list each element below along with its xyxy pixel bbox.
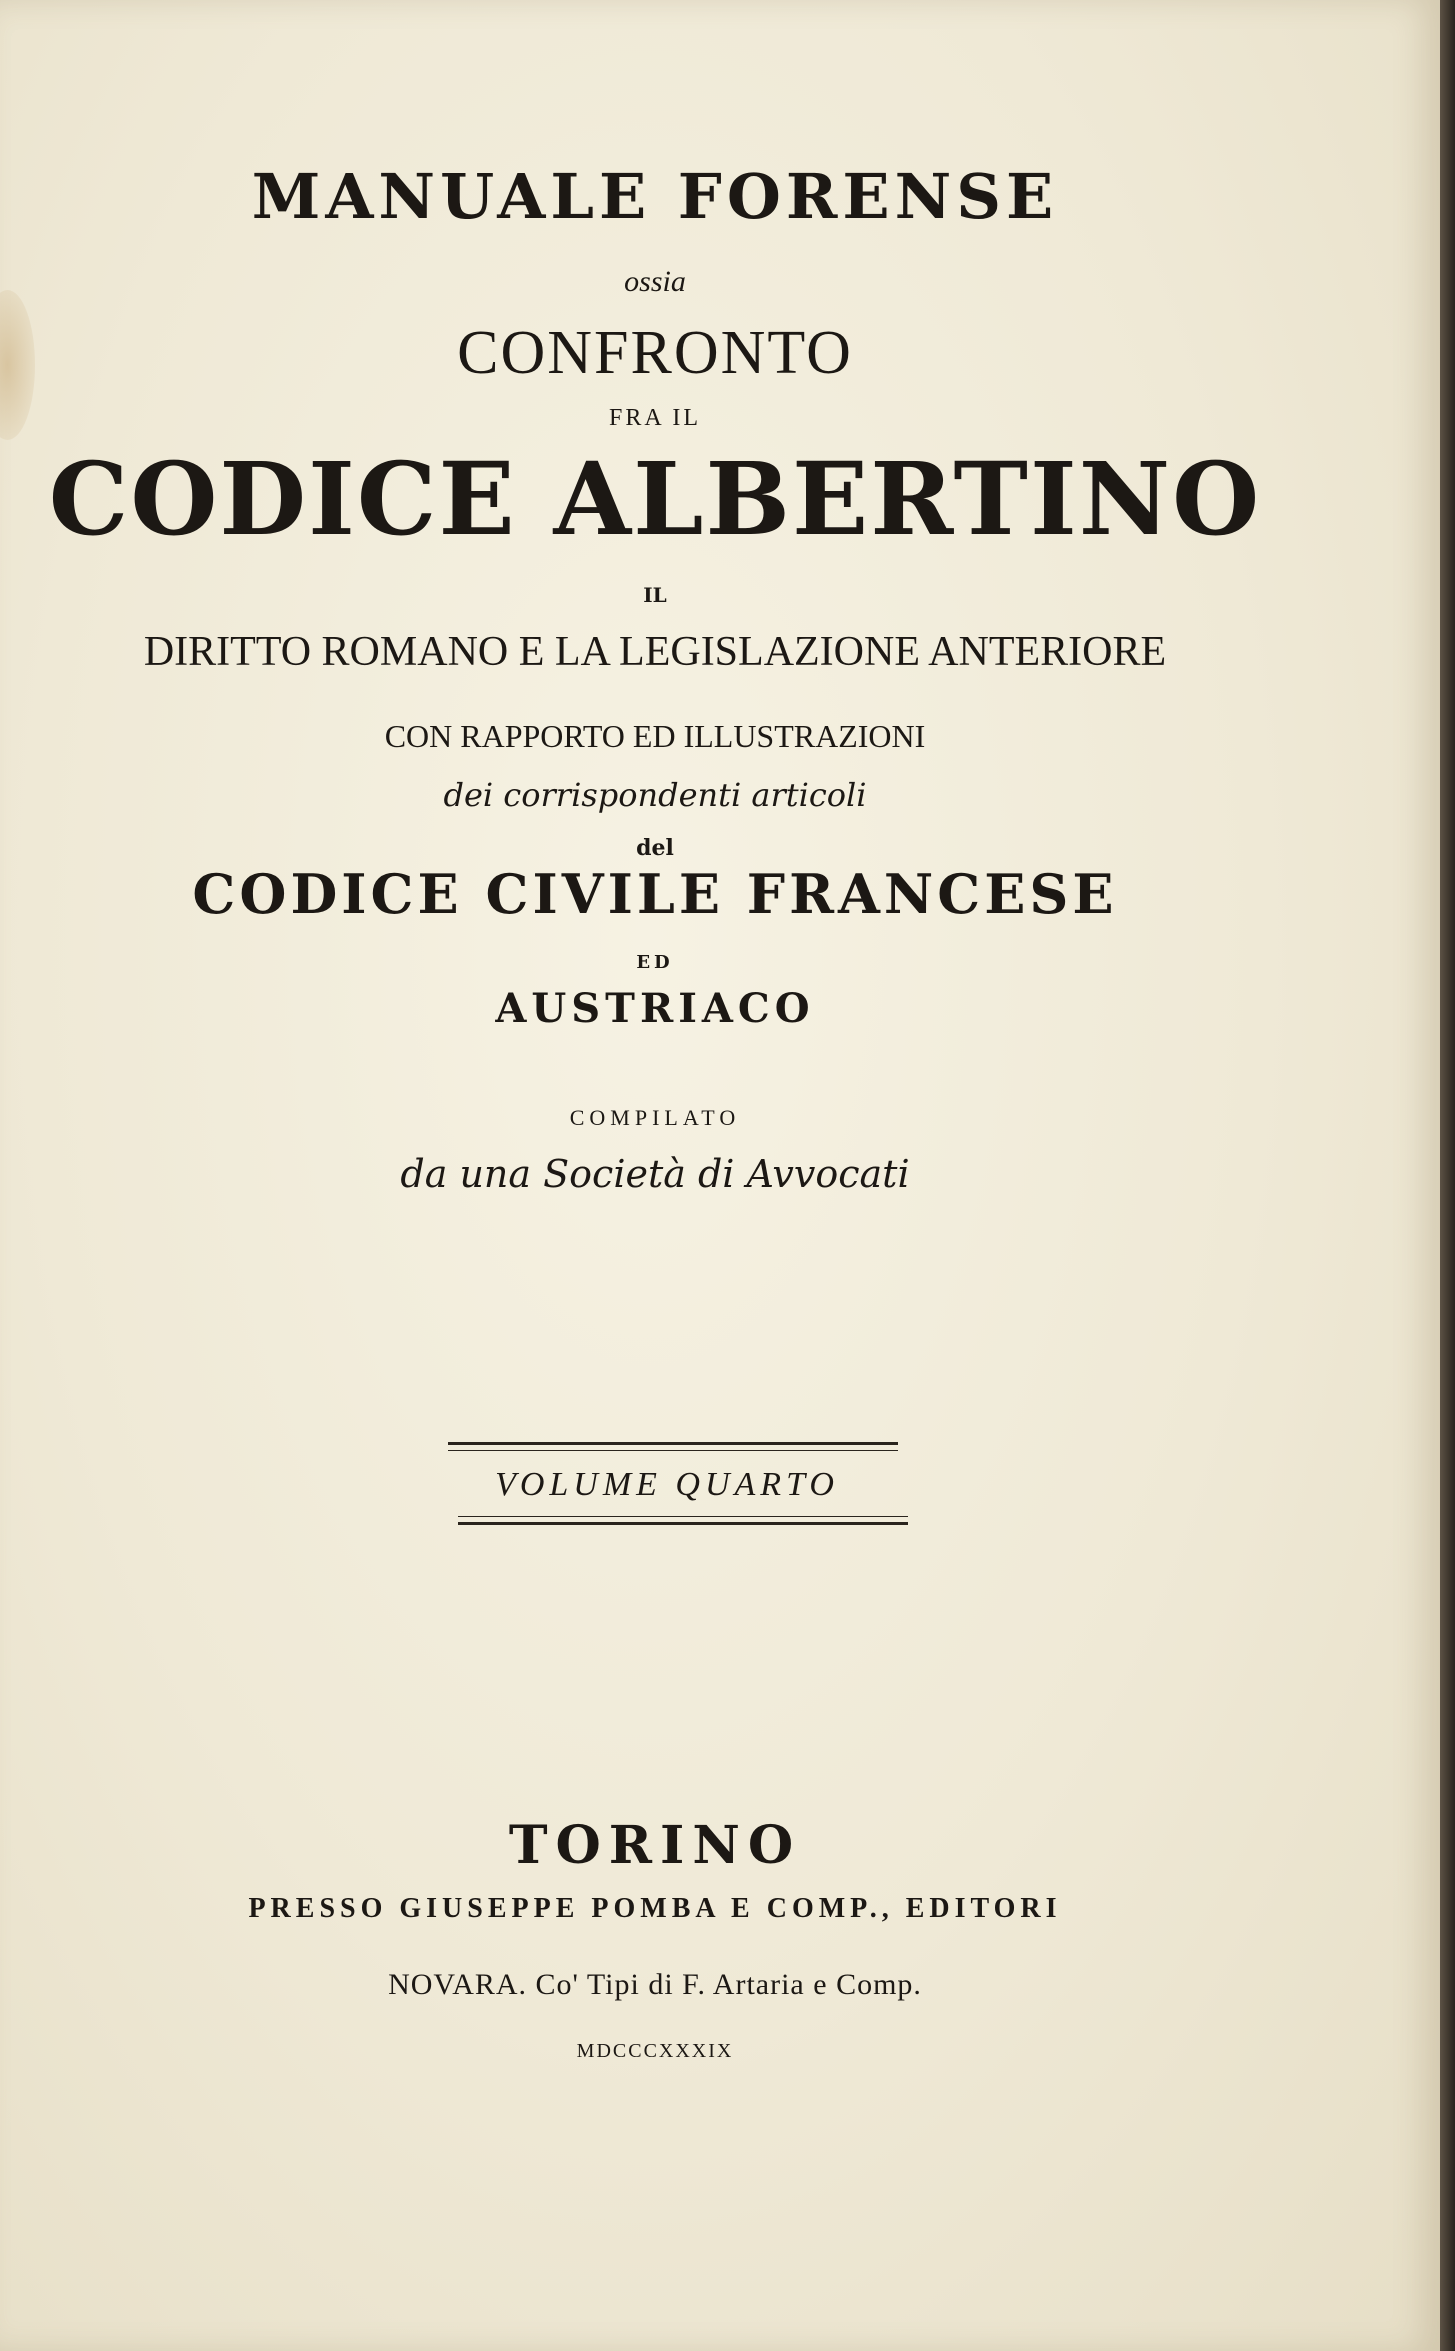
compilato-text: COMPILATO <box>569 1105 741 1130</box>
il-text: IL <box>643 583 667 607</box>
volume-bottom-rule-thin <box>458 1516 908 1517</box>
volume-top-rule <box>448 1442 898 1445</box>
year-line: MDCCCXXXIX <box>576 2040 734 2062</box>
ossia-text: ossia <box>624 265 686 298</box>
codice-civile-francese-heading: CODICE CIVILE FRANCESE <box>192 862 1118 926</box>
del-text: del <box>636 835 674 861</box>
confronto-text: CONFRONTO <box>457 319 853 387</box>
volume-label: VOLUME QUARTO <box>495 1466 839 1503</box>
fra-il-text: FRA IL <box>608 405 701 431</box>
volume-top-rule-thin <box>448 1450 898 1451</box>
codice-albertino-heading: CODICE ALBERTINO <box>48 440 1262 558</box>
city-name: TORINO <box>508 1815 802 1876</box>
corrispondenti-line: dei corrispondenti articoli <box>443 776 867 814</box>
book-edge <box>1440 0 1455 2351</box>
volume-bottom-rule <box>458 1522 908 1525</box>
austriaco-heading: AUSTRIACO <box>495 985 815 1032</box>
ed-text: ED <box>636 952 674 973</box>
rapporto-line: CON RAPPORTO ED ILLUSTRAZIONI <box>384 718 926 754</box>
publisher-line: PRESSO GIUSEPPE POMBA E COMP., EDITORI <box>248 1893 1062 1924</box>
main-title: MANUALE FORENSE <box>251 160 1059 233</box>
diritto-romano-line: DIRITTO ROMANO E LA LEGISLAZIONE ANTERIORE <box>143 629 1167 675</box>
societa-avvocati-line: da una Società di Avvocati <box>400 1152 910 1196</box>
printer-line: NOVARA. Co' Tipi di F. Artaria e Comp. <box>388 1968 922 2001</box>
